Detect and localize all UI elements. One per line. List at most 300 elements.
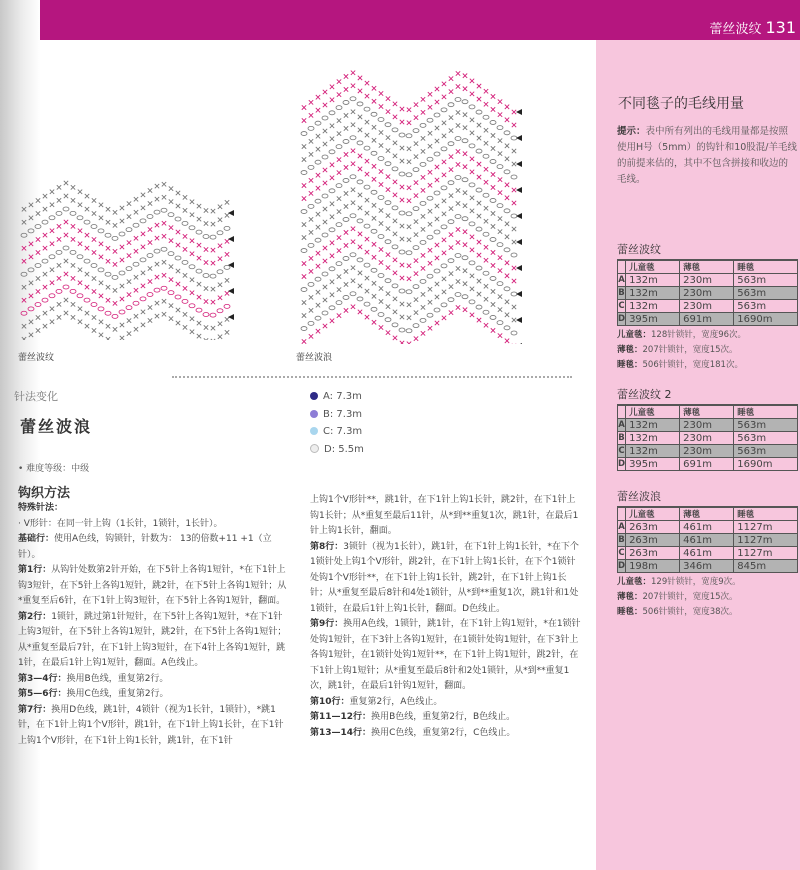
chain-stitch xyxy=(441,225,447,229)
chain-stitch xyxy=(427,157,433,161)
chain-stitch xyxy=(420,318,426,322)
chain-stitch xyxy=(336,223,342,227)
chain-stitch xyxy=(364,224,370,228)
chain-stitch xyxy=(413,207,419,211)
chain-stitch xyxy=(357,219,363,223)
chain-stitch xyxy=(329,267,335,271)
chain-stitch xyxy=(364,302,370,306)
chain-stitch xyxy=(217,270,223,274)
chain-stitch xyxy=(385,201,391,205)
chain-stitch xyxy=(119,232,125,236)
chain-stitch xyxy=(175,217,181,221)
row-arrow-icon xyxy=(516,109,522,115)
row-arrow-icon xyxy=(516,239,522,245)
chain-stitch xyxy=(448,181,454,185)
row-arrow-icon xyxy=(516,265,522,271)
chain-stitch xyxy=(441,108,447,112)
chain-stitch xyxy=(112,314,118,318)
chain-stitch xyxy=(427,196,433,200)
instruction-line: 上钩1个V形针**，跳1针，在下1针上钩1长针，跳2针，在下1针上钩1长针；从*重复至最后11针，从*到**重复1次，跳1针，在最后1针上钩1长针，翻面。 xyxy=(310,495,579,536)
lace-ripple-diagram xyxy=(18,175,236,340)
chain-stitch xyxy=(441,303,447,307)
chain-stitch xyxy=(378,117,384,121)
chain-stitch xyxy=(350,175,356,179)
legend-item: A: 7.3m xyxy=(310,388,364,406)
chain-stitch xyxy=(504,170,510,174)
color-dot-icon xyxy=(310,410,318,418)
chain-stitch xyxy=(168,252,174,256)
chain-stitch xyxy=(315,199,321,203)
chain-stitch xyxy=(168,213,174,217)
row-arrow-icon xyxy=(516,213,522,219)
chain-stitch xyxy=(322,155,328,159)
chain-stitch xyxy=(490,276,496,280)
chain-stitch xyxy=(224,304,230,308)
chain-stitch xyxy=(385,279,391,283)
col-header: 睡毯 xyxy=(734,508,798,521)
chain-stitch xyxy=(301,171,307,175)
chain-stitch xyxy=(147,254,153,258)
chain-stitch xyxy=(399,133,405,137)
chain-stitch xyxy=(420,123,426,127)
chain-stitch xyxy=(448,220,454,224)
chain-stitch xyxy=(420,240,426,244)
col-header: 儿童毯 xyxy=(626,508,680,521)
chain-stitch xyxy=(84,259,90,263)
chain-stitch xyxy=(322,233,328,237)
chain-stitch xyxy=(364,185,370,189)
lace-wave-diagram xyxy=(298,66,524,344)
sidebar-title: 不同毯子的毛线用量 xyxy=(618,96,744,112)
chain-stitch xyxy=(182,299,188,303)
chain-stitch xyxy=(42,259,48,263)
table-row: D 395m 691m 1690m xyxy=(618,458,798,471)
chain-stitch xyxy=(329,111,335,115)
chain-stitch xyxy=(497,204,503,208)
chain-stitch xyxy=(112,275,118,279)
yarn-table-1 xyxy=(617,241,798,373)
chain-stitch xyxy=(511,331,517,335)
chain-stitch xyxy=(476,110,482,114)
chain-stitch xyxy=(343,178,349,182)
chain-stitch xyxy=(28,307,34,311)
chain-stitch xyxy=(385,318,391,322)
chain-stitch xyxy=(308,165,314,169)
chain-stitch xyxy=(497,282,503,286)
row-arrow-icon xyxy=(516,291,522,297)
chain-stitch xyxy=(343,256,349,260)
chain-stitch xyxy=(441,147,447,151)
chain-stitch xyxy=(448,298,454,302)
chain-stitch xyxy=(161,208,167,212)
chain-stitch xyxy=(350,292,356,296)
chain-stitch xyxy=(49,216,55,220)
chain-stitch xyxy=(336,184,342,188)
chain-stitch xyxy=(63,246,69,250)
chain-stitch xyxy=(224,265,230,269)
chain-stitch xyxy=(336,262,342,266)
instruction-line: 第8行：3锁针（视为1长针），跳1针，在下1针上钩1长针，*在下个1锁针处上钩1个V形针，跳2针，在下1针上钩1长针，在下个1锁针处钩1个V形针**，在下1针上钩1长针，跳2针，在下1针上钩1长针；从*重复至最后8针和4处1锁针，从*到**重复1次，跳1针和1处1锁针，在最后1针上钩1长针，翻面。D色线止。 xyxy=(310,541,579,614)
chain-stitch xyxy=(210,274,216,278)
chain-stitch xyxy=(448,259,454,263)
chain-stitch xyxy=(84,220,90,224)
chain-stitch xyxy=(406,173,412,177)
chain-stitch xyxy=(56,211,62,215)
chain-stitch xyxy=(133,223,139,227)
chain-stitch xyxy=(392,128,398,132)
chain-stitch xyxy=(399,172,405,176)
chain-stitch xyxy=(378,234,384,238)
chain-stitch xyxy=(476,227,482,231)
instruction-line: 第1行：从钩针处数第2针开始，在下5针上各钩1短针，*在下1针上钩3短针，在下5针上各钩1短针，跳2针，在下5针上各钩1短针；从*重复至后6针，在下1针上钩3短针，在下5针上各钩1短针，翻面。 xyxy=(18,565,287,606)
chain-stitch xyxy=(21,311,27,315)
chain-stitch xyxy=(329,306,335,310)
chain-stitch xyxy=(476,305,482,309)
chain-stitch xyxy=(455,253,461,257)
row-arrow-icon xyxy=(228,262,234,268)
chain-stitch xyxy=(483,310,489,314)
chain-stitch xyxy=(455,136,461,140)
header-title: 蕾丝波纹 xyxy=(709,21,762,37)
chain-stitch xyxy=(63,285,69,289)
chain-stitch xyxy=(28,268,34,272)
chain-stitch xyxy=(462,295,468,299)
chain-stitch xyxy=(413,246,419,250)
chain-stitch xyxy=(112,236,118,240)
chain-stitch xyxy=(77,294,83,298)
chain-stitch xyxy=(329,228,335,232)
chain-stitch xyxy=(343,217,349,221)
col-header: 薄毯 xyxy=(680,508,734,521)
chain-stitch xyxy=(462,256,468,260)
chain-stitch xyxy=(91,303,97,307)
chain-stitch xyxy=(469,300,475,304)
chain-stitch xyxy=(511,175,517,179)
chain-stitch xyxy=(497,126,503,130)
row-arrow-icon xyxy=(228,288,234,294)
chain-stitch xyxy=(350,136,356,140)
instruction-line: 第3—4行：换用B色线，重复第2行。 xyxy=(18,673,169,684)
instructions-right xyxy=(310,493,584,741)
chain-stitch xyxy=(336,106,342,110)
chain-stitch xyxy=(56,289,62,293)
chain-stitch xyxy=(483,232,489,236)
chain-stitch xyxy=(70,250,76,254)
difficulty-level: • 难度等级：中级 xyxy=(18,464,90,474)
chain-stitch xyxy=(434,308,440,312)
chain-stitch xyxy=(371,112,377,116)
instruction-line: · V形针：在同一针上钩（1长针，1锁针，1长针）。 xyxy=(18,518,223,529)
chain-stitch xyxy=(399,328,405,332)
chain-stitch xyxy=(399,250,405,254)
chain-stitch xyxy=(322,311,328,315)
chain-stitch xyxy=(154,210,160,214)
chain-stitch xyxy=(441,264,447,268)
chain-stitch xyxy=(504,326,510,330)
instruction-line: 特殊针法： xyxy=(18,503,64,513)
chain-stitch xyxy=(434,113,440,117)
chain-stitch xyxy=(168,291,174,295)
chain-stitch xyxy=(462,100,468,104)
chain-stitch xyxy=(322,116,328,120)
chain-stitch xyxy=(301,288,307,292)
chain-stitch xyxy=(392,206,398,210)
chain-stitch xyxy=(105,272,111,276)
chain-stitch xyxy=(140,297,146,301)
chain-stitch xyxy=(378,156,384,160)
row-arrow-icon xyxy=(516,187,522,193)
chain-stitch xyxy=(371,307,377,311)
chain-stitch xyxy=(147,293,153,297)
chain-stitch xyxy=(308,126,314,130)
table-row: A 263m 461m 1127m xyxy=(618,521,798,534)
chain-stitch xyxy=(133,262,139,266)
chain-stitch xyxy=(35,225,41,229)
yarn-table-3 xyxy=(617,488,798,620)
chain-stitch xyxy=(84,298,90,302)
chain-stitch xyxy=(399,211,405,215)
chain-stitch xyxy=(469,144,475,148)
chain-stitch xyxy=(434,152,440,156)
chain-stitch xyxy=(504,248,510,252)
chain-stitch xyxy=(343,295,349,299)
col-header: 薄毯 xyxy=(680,406,734,419)
table-row: C 132m 230m 563m xyxy=(618,300,798,313)
chain-stitch xyxy=(70,289,76,293)
chain-stitch xyxy=(504,131,510,135)
chain-stitch xyxy=(77,255,83,259)
table-title: 蕾丝波浪 xyxy=(617,488,798,507)
chain-stitch xyxy=(490,237,496,241)
col-header: 睡毯 xyxy=(734,406,798,419)
chain-stitch xyxy=(476,266,482,270)
chain-stitch xyxy=(420,162,426,166)
chain-stitch xyxy=(161,286,167,290)
chain-stitch xyxy=(308,243,314,247)
chain-stitch xyxy=(343,139,349,143)
chain-stitch xyxy=(385,123,391,127)
chain-stitch xyxy=(476,149,482,153)
row-arrow-icon xyxy=(516,317,522,323)
dotted-divider xyxy=(172,376,572,378)
instruction-line: 第13—14行：换用C色线，重复第2行，C色线止。 xyxy=(310,727,516,738)
chain-stitch xyxy=(371,229,377,233)
chain-stitch xyxy=(392,323,398,327)
chain-stitch xyxy=(364,146,370,150)
chain-stitch xyxy=(119,271,125,275)
chain-stitch xyxy=(343,100,349,104)
table-row: A 132m 230m 563m xyxy=(618,274,798,287)
chain-stitch xyxy=(427,274,433,278)
chain-stitch xyxy=(497,321,503,325)
chain-stitch xyxy=(406,134,412,138)
chain-stitch xyxy=(371,268,377,272)
chain-stitch xyxy=(140,219,146,223)
row-arrow-icon xyxy=(516,343,522,344)
chain-stitch xyxy=(399,289,405,293)
chain-stitch xyxy=(308,282,314,286)
chain-stitch xyxy=(154,288,160,292)
instruction-line: 第10行：重复第2行，A色线止。 xyxy=(310,696,443,707)
method-heading: 钩织方法 xyxy=(18,486,71,501)
chain-stitch xyxy=(49,255,55,259)
chain-stitch xyxy=(105,233,111,237)
chain-stitch xyxy=(308,204,314,208)
chain-stitch xyxy=(357,297,363,301)
chain-stitch xyxy=(301,210,307,214)
col-header: 儿童毯 xyxy=(626,406,680,419)
instructions-left xyxy=(18,501,288,749)
tip-label: 提示： xyxy=(617,126,646,137)
chain-stitch xyxy=(322,272,328,276)
col-header: 薄毯 xyxy=(680,261,734,274)
chain-stitch xyxy=(385,240,391,244)
table-title: 蕾丝波纹 2 xyxy=(617,386,798,405)
chain-stitch xyxy=(476,188,482,192)
color-dot-icon xyxy=(310,444,319,453)
color-legend xyxy=(310,388,364,458)
chain-stitch xyxy=(49,294,55,298)
chain-stitch xyxy=(203,313,209,317)
chain-stitch xyxy=(385,162,391,166)
table-row: C 263m 461m 1127m xyxy=(618,547,798,560)
chain-stitch xyxy=(357,102,363,106)
chain-stitch xyxy=(364,263,370,267)
chain-stitch xyxy=(217,309,223,313)
chain-stitch xyxy=(329,150,335,154)
chain-stitch xyxy=(315,160,321,164)
chain-stitch xyxy=(427,313,433,317)
chain-stitch xyxy=(350,97,356,101)
instruction-line: 第5—6行：换用C色线，重复第2行。 xyxy=(18,689,169,699)
chain-stitch xyxy=(448,142,454,146)
chain-stitch xyxy=(497,165,503,169)
legend-item: D: 5.5m xyxy=(310,441,364,459)
chain-stitch xyxy=(196,308,202,312)
chain-stitch xyxy=(140,258,146,262)
chain-stitch xyxy=(329,189,335,193)
left-diagram-caption: 蕾丝波纹 xyxy=(18,353,55,363)
chain-stitch xyxy=(378,312,384,316)
chain-stitch xyxy=(469,183,475,187)
table-grid xyxy=(617,260,798,326)
chain-stitch xyxy=(147,215,153,219)
row-arrow-icon xyxy=(516,161,522,167)
table-row: B 263m 461m 1127m xyxy=(618,534,798,547)
chain-stitch xyxy=(455,97,461,101)
chain-stitch xyxy=(301,249,307,253)
chain-stitch xyxy=(504,209,510,213)
table-title: 蕾丝波纹 xyxy=(617,241,798,260)
chain-stitch xyxy=(119,310,125,314)
row-arrow-icon xyxy=(228,314,234,320)
chain-stitch xyxy=(315,238,321,242)
legend-item: C: 7.3m xyxy=(310,423,364,441)
chain-stitch xyxy=(196,230,202,234)
chain-stitch xyxy=(35,264,41,268)
chain-stitch xyxy=(406,329,412,333)
chain-stitch xyxy=(336,301,342,305)
legend-item: B: 7.3m xyxy=(310,406,364,424)
table-row: D 198m 346m 845m xyxy=(618,560,798,573)
chain-stitch xyxy=(483,154,489,158)
chain-stitch xyxy=(77,216,83,220)
chain-stitch xyxy=(315,316,321,320)
chain-stitch xyxy=(42,298,48,302)
table-notes: 儿童毯：129针锁针，宽度9次。 薄毯：207针锁针，宽度15次。 睡毯：506针锁针，宽度38次。 xyxy=(617,577,741,617)
instruction-line: 第7行：换用D色线，跳1针，4锁针（视为1长针，1锁针），*跳1针，在下1针上钩1个V形针，跳1针，在下1针上钩1长针，在下1针上钩1个V形针，在下1针上钩1长针，跳1针，在下1针 xyxy=(18,704,284,746)
chain-stitch xyxy=(406,251,412,255)
chain-stitch xyxy=(504,287,510,291)
chain-stitch xyxy=(217,231,223,235)
chain-stitch xyxy=(56,250,62,254)
chain-stitch xyxy=(315,277,321,281)
chain-stitch xyxy=(441,186,447,190)
chain-stitch xyxy=(497,243,503,247)
chain-stitch xyxy=(91,225,97,229)
chain-stitch xyxy=(126,267,132,271)
chain-stitch xyxy=(469,261,475,265)
right-diagram-caption: 蕾丝波浪 xyxy=(296,353,333,363)
chain-stitch xyxy=(357,141,363,145)
chain-stitch xyxy=(378,273,384,277)
chain-stitch xyxy=(63,207,69,211)
chain-stitch xyxy=(126,306,132,310)
chain-stitch xyxy=(203,235,209,239)
col-header: 睡毯 xyxy=(734,261,798,274)
chain-stitch xyxy=(301,132,307,136)
chain-stitch xyxy=(413,324,419,328)
chain-stitch xyxy=(483,271,489,275)
chain-stitch xyxy=(161,247,167,251)
chain-stitch xyxy=(21,233,27,237)
chain-stitch xyxy=(413,168,419,172)
chain-stitch xyxy=(133,301,139,305)
row-arrow-icon xyxy=(228,236,234,242)
chain-stitch xyxy=(98,307,104,311)
chain-stitch xyxy=(35,303,41,307)
col-header: 儿童毯 xyxy=(626,261,680,274)
chain-stitch xyxy=(105,311,111,315)
chain-stitch xyxy=(91,264,97,268)
chain-stitch xyxy=(301,327,307,331)
table-row: B 132m 230m 563m xyxy=(618,432,798,445)
pattern-title: 蕾丝波浪 xyxy=(20,417,93,436)
tip-text: 表中所有列出的毛线用量都是按照使用H号（5mm）的钩针和10股混/羊毛线的前提来估的，其中不包含拼接和收边的毛线。 xyxy=(617,126,797,185)
chain-stitch xyxy=(469,105,475,109)
instruction-line: 第11—12行：换用B色线，重复第2行，B色线止。 xyxy=(310,712,516,722)
page-number: 131 xyxy=(765,17,796,37)
chain-stitch xyxy=(126,228,132,232)
chain-stitch xyxy=(98,268,104,272)
row-arrow-icon xyxy=(516,135,522,141)
chain-stitch xyxy=(483,193,489,197)
chain-stitch xyxy=(455,292,461,296)
chain-stitch xyxy=(378,195,384,199)
chain-stitch xyxy=(462,178,468,182)
instruction-line: 基础行：使用A色线，钩锁针，针数为： 13的倍数+11 +1（立针）。 xyxy=(18,534,272,560)
chain-stitch xyxy=(98,229,104,233)
chain-stitch xyxy=(434,191,440,195)
chain-stitch xyxy=(357,180,363,184)
chain-stitch xyxy=(364,107,370,111)
chain-stitch xyxy=(420,279,426,283)
chain-stitch xyxy=(203,274,209,278)
chain-stitch xyxy=(175,256,181,260)
page-header xyxy=(686,14,800,40)
chain-stitch xyxy=(455,175,461,179)
chain-stitch xyxy=(196,269,202,273)
